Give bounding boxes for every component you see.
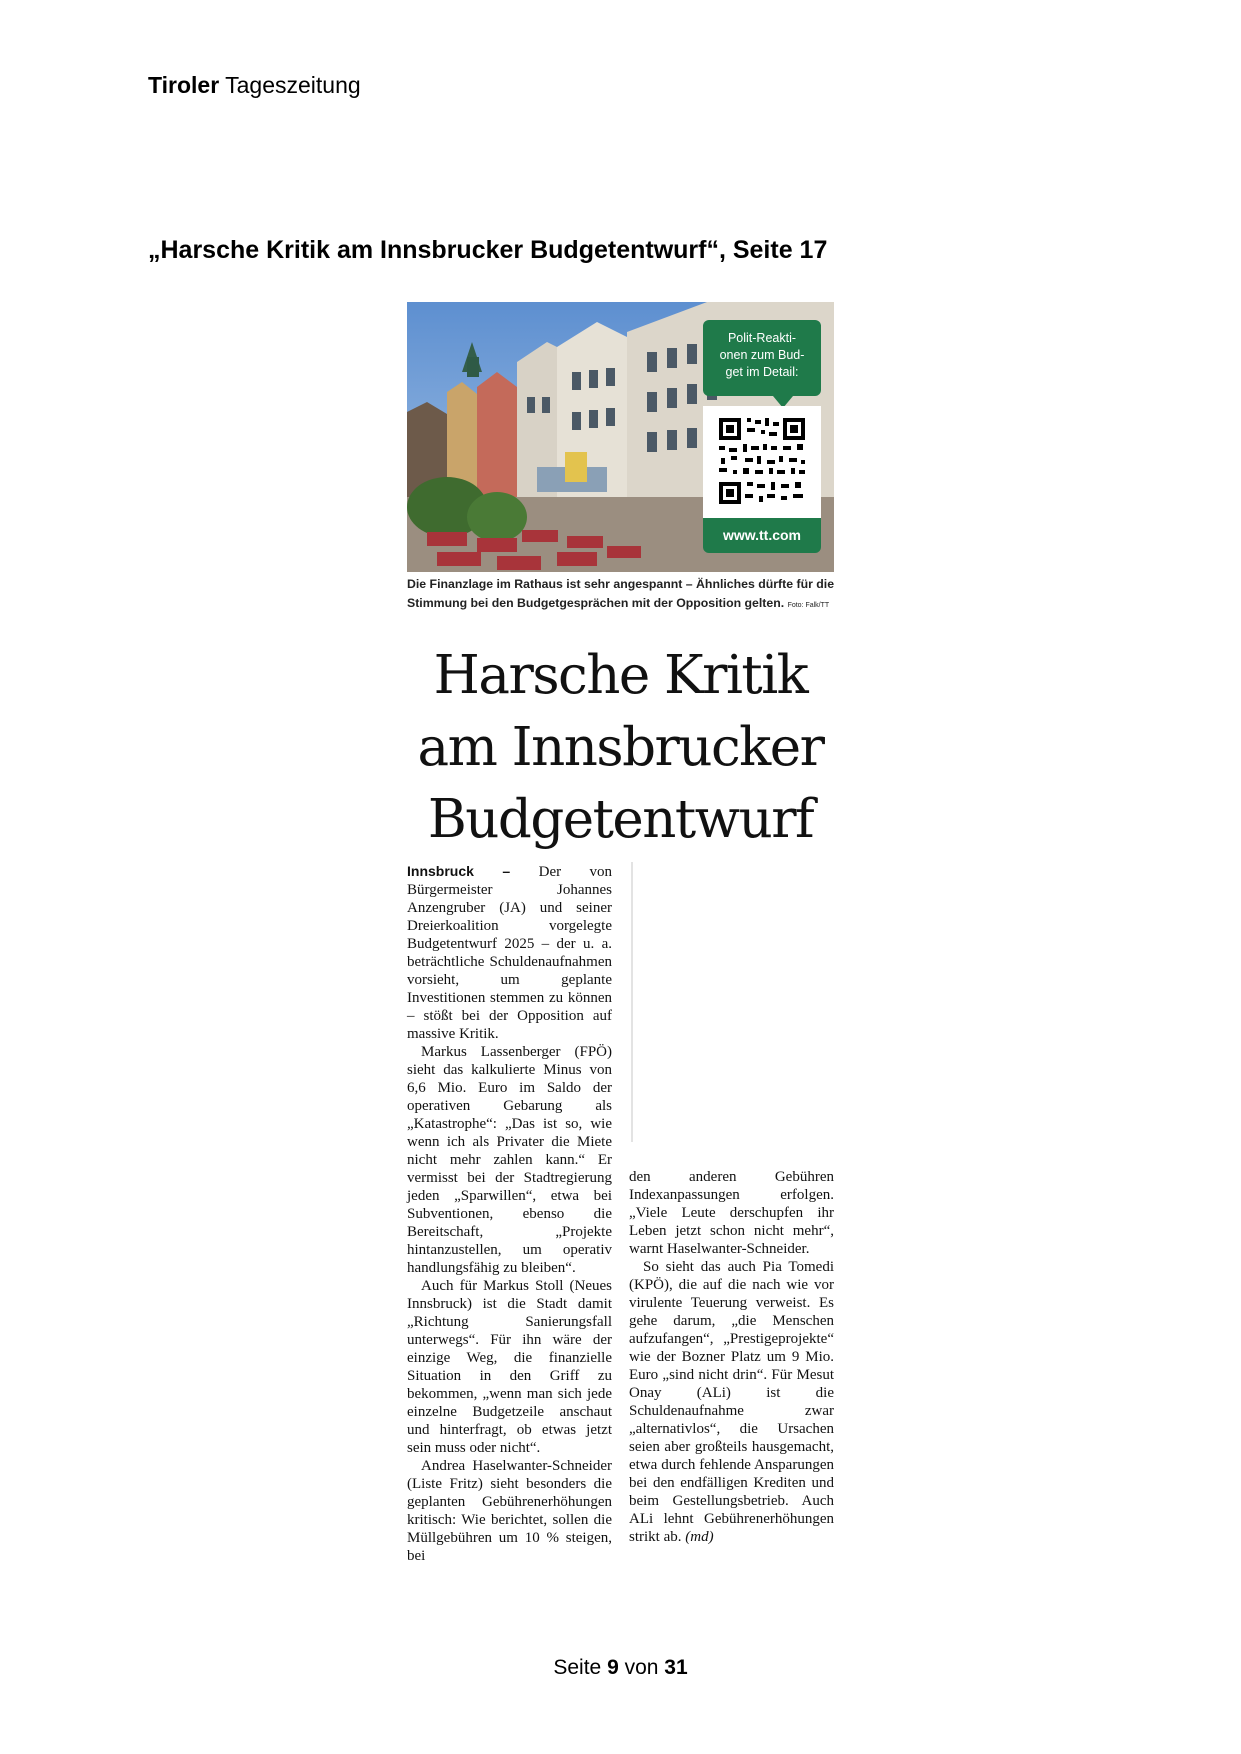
footer-prefix: Seite <box>553 1656 602 1679</box>
footer-middle: von <box>624 1656 659 1679</box>
column-divider <box>631 862 633 1142</box>
photo-credit: Foto: Falk/TT <box>787 602 830 609</box>
publication-name <box>148 72 361 99</box>
page-footer <box>0 1656 1241 1680</box>
qr-promo <box>703 320 821 553</box>
article-paragraph <box>407 862 612 1043</box>
headline-line: am Innsbrucker <box>417 717 824 778</box>
qr-code-icon[interactable] <box>703 406 821 520</box>
article-paragraph: Markus Lassenberger (FPÖ) sieht das kalkulierte Minus von 6,6 Mio. Euro im Saldo der operativen Gebarung als „Katastrophe“: „Das ist so, wie wenn ich als Privater die Miete nicht mehr zahlen kann.“ Er vermisst bei der Stadtregierung jeden „Sparwillen“, etwa bei Subventionen, ebenso die Bereitschaft, „Projekte hintanzustellen, um operativ handlungsfähig zu bleiben“. <box>407 1044 612 1276</box>
headline-line: Budgetentwurf <box>427 789 814 850</box>
author-initials: (md) <box>685 1529 714 1545</box>
qr-promo-label: Polit-Reakti-onen zum Bud-get im Detail: <box>719 331 805 379</box>
photo-caption-text: Die Finanzlage im Rathaus ist sehr angespannt – Ähnliches dürfte für die Stimmung bei den Budgetgesprächen mit der Opposition gelten. <box>407 577 835 610</box>
photo-caption <box>407 575 839 615</box>
qr-promo-text <box>703 320 821 396</box>
article-paragraph: Andrea Haselwanter-Schneider (Liste Fritz) sieht besonders die geplanten Gebührenerhöhungen kritisch: Wie berichtet, sollen die Müllgebühren um 10 % steigen, bei <box>407 1458 612 1564</box>
publication-name-bold: Tiroler <box>148 72 220 98</box>
headline-line: Harsche Kritik <box>433 645 808 706</box>
article-photo <box>407 302 834 572</box>
footer-page-number: 9 <box>607 1656 619 1679</box>
paragraph-text: So sieht das auch Pia Tomedi (KPÖ), die auf die nach wie vor virulente Teuerung verweist. Es gehe darum, „die Menschen aufzufangen“, „Prestigeprojekte“ wie der Bozner Platz um 9 Mio. Euro „sind nicht drin“. Für Mesut Onay (ALi) ist die Schuldenaufnahme zwar „alternativlos“, die Ursachen seien aber großteils hausgemacht, etwa durch fehlende Ansparungen bei den endfälligen Krediten und beim Gestellungsbetrieb. Auch ALi lehnt Gebührenerhöhungen strikt ab. <box>629 1259 834 1545</box>
footer-total-pages: 31 <box>664 1656 688 1679</box>
dateline: Innsbruck – <box>407 863 511 879</box>
article-paragraph <box>629 1258 834 1546</box>
publication-name-rest: Tageszeitung <box>225 72 361 98</box>
article-column-1 <box>407 862 612 1565</box>
article-headline <box>407 640 834 856</box>
article-paragraph: den anderen Gebühren Indexanpassungen erfolgen. „Viele Leute derschupfen ihr Leben jetzt schon nicht mehr“, warnt Haselwanter-Schneider. <box>629 1169 834 1257</box>
article-paragraph: Auch für Markus Stoll (Neues Innsbruck) ist die Stadt damit „Richtung Sanierungsfall unterwegs“. Für ihn wäre der einzige Weg, die finanzielle Situation in den Griff zu bekommen, „wenn man sich jede einzelne Budgetzeile anschaut und hinterfragt, ob etwas jetzt sein muss oder nicht“. <box>407 1278 612 1456</box>
paragraph-text: Der von Bürgermeister Johannes Anzengruber (JA) und seiner Dreierkoalition vorgelegte Budgetentwurf 2025 – der u. a. beträchtliche Schuldenaufnahmen vorsieht, um geplante Investitionen stemmen zu können – stößt bei der Opposition auf massive Kritik. <box>407 864 612 1042</box>
article-column-2 <box>629 1168 834 1546</box>
qr-url-link[interactable]: www.tt.com <box>703 518 821 553</box>
article-reference-title: „Harsche Kritik am Innsbrucker Budgetentwurf“, Seite 17 <box>148 236 828 264</box>
